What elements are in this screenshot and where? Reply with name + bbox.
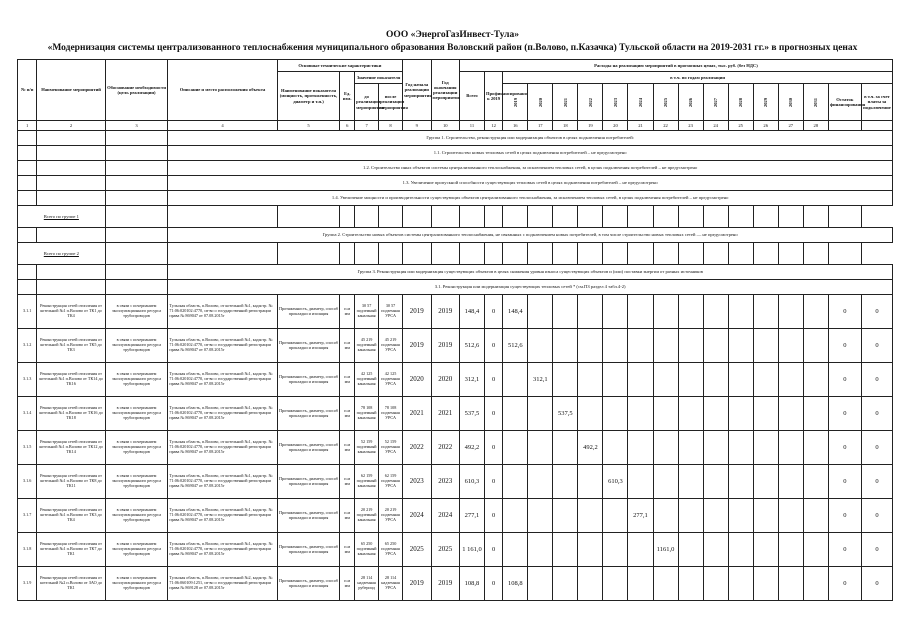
cell-desc: Тульская область, п.Волово, от котельной №1, кадастр. № 71:06:020102:4770, св-во о государственной регистрации права № 869047 от 07.08.2015г	[168, 533, 277, 567]
cell-empty	[753, 533, 778, 567]
table-row	[18, 499, 893, 533]
cell-after: 52 159 подземная УРСА	[379, 431, 403, 465]
cell-y2020	[528, 431, 553, 465]
cell-param: Протяженность, диаметр, способ прокладки и изоляция	[277, 465, 340, 499]
cell-param: Протяженность, диаметр, способ прокладки и изоляция	[277, 295, 340, 329]
cell-unit: п.м мм	[340, 397, 355, 431]
cell-y2024	[628, 465, 653, 499]
cell-y2022	[578, 295, 603, 329]
cell-empty	[753, 295, 778, 329]
cell-y2021	[553, 567, 578, 601]
cell-y2020	[528, 533, 553, 567]
cell-empty	[728, 363, 753, 397]
cell-after: 62 159 подземная УРСА	[379, 465, 403, 499]
cell-empty	[753, 397, 778, 431]
cell-empty	[728, 329, 753, 363]
cell-unit: п.м мм	[340, 431, 355, 465]
cell-just: в связи с исчерпанием эксплуатационного ресурса трубопроводов	[105, 363, 168, 397]
cell-y2021	[553, 499, 578, 533]
cell-empty	[753, 329, 778, 363]
cell-num: 3.1.4	[18, 397, 37, 431]
cell-desc: Тульская область, п.Волово, от котельной №2, кадастр. № 71:06:060109:1251, св-во о государственной регистрации права № 869128 от 07.08.2015г	[168, 567, 277, 601]
cell-y2020	[528, 397, 553, 431]
cell-y2022	[578, 363, 603, 397]
col-remain: Остаток финансирования	[828, 84, 861, 121]
cell-empty	[803, 397, 828, 431]
cell-y2025	[653, 363, 678, 397]
cell-y1: 2022	[403, 431, 431, 465]
cell-y2: 2020	[431, 363, 459, 397]
cell-desc: Тульская область, п.Волово, от котельной №1, кадастр. № 71:06:020102:4770, св-во о государственной регистрации права № 869047 от 07.08.2015г	[168, 363, 277, 397]
cell-name: Реконструкция сетей отопления от котельной №1 п.Волово от ТК1 до ТК4	[37, 295, 105, 329]
cell-before: 78 108 подземный канальная	[355, 397, 379, 431]
column-number-row: 1 2 3 4 5 6 7 8 9 10 11 12 16 17 18 19 20 21 22 23 24 25 26 27 28	[18, 121, 893, 131]
cell-y2: 2024	[431, 499, 459, 533]
cell-y2024	[628, 397, 653, 431]
section-1-1: 1.1. Строительство новых тепловых сетей в целях подключения потребителей – не предусмотрено	[168, 146, 893, 161]
cell-before: 65 250 подземный канальная	[355, 533, 379, 567]
cell-total: 610,3	[459, 465, 484, 499]
cell-empty	[703, 499, 728, 533]
cell-param: Протяженность, диаметр, способ прокладки и изоляция	[277, 397, 340, 431]
cell-y2019	[503, 465, 528, 499]
cell-fin: 0	[485, 397, 503, 431]
cell-before: 42 125 подземный канальная	[355, 363, 379, 397]
cell-y2019: 512,6	[503, 329, 528, 363]
company-name: ООО «ЭнергоГазИнвест-Тула»	[386, 30, 519, 40]
cell-y2021: 537,5	[553, 397, 578, 431]
cell-empty	[778, 499, 803, 533]
cell-unit: п.м мм	[340, 465, 355, 499]
cell-y2024	[628, 295, 653, 329]
cell-fin: 0	[485, 363, 503, 397]
section-1-4: 1.4. Увеличение мощности и производительности существующих объектов централизованного теплоснабжения, за исключением тепловых сетей, в целях подключения потребителей – не предусмотрено	[168, 191, 893, 206]
cell-after: 65 250 подземная УРСА	[379, 533, 403, 567]
cell-y2025	[653, 567, 678, 601]
cell-empty	[803, 431, 828, 465]
cell-desc: Тульская область, п.Волово, от котельной №1, кадастр. № 71:06:020102:4770, св-во о государственной регистрации права № 869047 от 07.08.2015г	[168, 431, 277, 465]
cell-y2020	[528, 295, 553, 329]
cell-empty	[753, 431, 778, 465]
cell-num: 3.1.8	[18, 533, 37, 567]
cell-empty	[703, 431, 728, 465]
cell-y2024	[628, 431, 653, 465]
cell-y1: 2021	[403, 397, 431, 431]
cell-name: Реконструкция сетей отопления от котельной №1 п.Волово от ТК12 до ТК14	[37, 431, 105, 465]
cell-y2022	[578, 329, 603, 363]
col-year-2031: 2031	[813, 97, 819, 107]
cell-empty	[778, 329, 803, 363]
cell-total: 537,5	[459, 397, 484, 431]
cell-y2: 2025	[431, 533, 459, 567]
section-1-2: 1.2. Строительство иных объектов системы централизованного теплоснабжения, за исключением тепловых сетей, в целях подключения потребителей – не предусмотрено	[168, 161, 893, 176]
data-rows	[18, 295, 893, 601]
cell-empty	[728, 295, 753, 329]
cell-just: в связи с исчерпанием эксплуатационного ресурса трубопроводов	[105, 567, 168, 601]
cell-y2: 2019	[431, 329, 459, 363]
cell-y2020: 312,1	[528, 363, 553, 397]
cell-total: 312,1	[459, 363, 484, 397]
cell-remain: 0	[828, 431, 861, 465]
total-group-1: Всего по группе 1	[43, 213, 79, 219]
cell-empty	[703, 329, 728, 363]
cell-remain: 0	[828, 397, 861, 431]
cell-y2020	[528, 499, 553, 533]
group-1-title: Группа 1. Строительство, реконструкция или модернизация объектов в целях подключения потребителей:	[168, 131, 893, 146]
cell-y2025	[653, 499, 678, 533]
cell-empty	[728, 567, 753, 601]
cell-fee: 0	[861, 329, 892, 363]
col-year-2026: 2026	[687, 97, 693, 107]
cell-fee: 0	[861, 499, 892, 533]
col-unit: Ед. изм.	[340, 72, 355, 121]
cell-y2025	[653, 329, 678, 363]
cell-empty	[703, 295, 728, 329]
cell-empty	[678, 329, 703, 363]
cell-desc: Тульская область, п.Волово, от котельной №1, кадастр. № 71:06:020102:4770, св-во о государственной регистрации права № 869047 от 07.08.2015г	[168, 329, 277, 363]
cell-fee: 0	[861, 363, 892, 397]
cell-y1: 2020	[403, 363, 431, 397]
cell-y1: 2019	[403, 329, 431, 363]
cell-remain: 0	[828, 295, 861, 329]
cell-remain: 0	[828, 533, 861, 567]
table-row	[18, 363, 893, 397]
cell-empty	[778, 465, 803, 499]
cell-empty	[678, 567, 703, 601]
cell-just: в связи с исчерпанием эксплуатационного ресурса трубопроводов	[105, 329, 168, 363]
cell-y2024: 277,1	[628, 499, 653, 533]
cell-num: 3.1.6	[18, 465, 37, 499]
cell-y2: 2022	[431, 431, 459, 465]
cell-after: 45 219 подземная УРСА	[379, 329, 403, 363]
cell-y2022	[578, 499, 603, 533]
cell-unit: п.м мм	[340, 329, 355, 363]
cell-empty	[728, 465, 753, 499]
cell-fee: 0	[861, 533, 892, 567]
cell-fin: 0	[485, 329, 503, 363]
cell-empty	[753, 465, 778, 499]
col-year-2022: 2022	[587, 97, 593, 107]
cell-just: в связи с исчерпанием эксплуатационного ресурса трубопроводов	[105, 499, 168, 533]
cell-name: Реконструкция сетей отопления от котельной №1 п.Волово от ТК7 до ТК1	[37, 533, 105, 567]
cell-empty	[703, 567, 728, 601]
cell-num: 3.1.3	[18, 363, 37, 397]
col-year-2024: 2024	[637, 97, 643, 107]
col-year-start: Год начала реализации мероприятия	[403, 60, 431, 121]
cell-y2023	[603, 499, 628, 533]
section-1-3: 1.3. Увеличение пропускной способности существующих тепловых сетей в целях подключения потребителей – не предусмотрено	[168, 176, 893, 191]
cell-empty	[678, 499, 703, 533]
group-2-title: Группа 2. Строительство новых объектов системы централизованного теплоснабжения, не связанных с подключением новых потребителей, в том числе строительство новых тепловых сетей — не предусмотрено	[168, 228, 893, 243]
cell-total: 148,4	[459, 295, 484, 329]
cell-y2023: 610,3	[603, 465, 628, 499]
cell-y2: 2019	[431, 295, 459, 329]
cell-fin: 0	[485, 567, 503, 601]
cell-name: Реконструкция сетей отопления от котельной №1 п.Волово от ТК14 до ТК16	[37, 363, 105, 397]
cell-fin: 0	[485, 533, 503, 567]
cell-empty	[778, 567, 803, 601]
cell-empty	[803, 567, 828, 601]
cell-num: 3.1.1	[18, 295, 37, 329]
cell-unit: п.м мм	[340, 499, 355, 533]
cell-param: Протяженность, диаметр, способ прокладки и изоляция	[277, 567, 340, 601]
cell-y1: 2019	[403, 567, 431, 601]
cell-y2021	[553, 431, 578, 465]
col-before: до реализации мероприятия	[355, 84, 379, 121]
cell-y2025	[653, 397, 678, 431]
cell-empty	[778, 431, 803, 465]
cell-y2022	[578, 567, 603, 601]
col-financed: Профинансировано к 2019	[485, 72, 503, 121]
cell-y1: 2025	[403, 533, 431, 567]
cell-before: 28 114 надземная рубероид	[355, 567, 379, 601]
cell-y2023	[603, 567, 628, 601]
cell-num: 3.1.5	[18, 431, 37, 465]
col-by-years: в т.ч. по годам реализации	[503, 72, 893, 84]
cell-after: 28 114 надземная УРСА	[379, 567, 403, 601]
cell-unit: п.м мм	[340, 295, 355, 329]
cell-y2021	[553, 295, 578, 329]
col-year-2021: 2021	[562, 97, 568, 107]
col-year-2027: 2027	[713, 97, 719, 107]
cell-name: Реконструкция сетей отопления от котельной №1 п.Волово от ТК16 до ТК18	[37, 397, 105, 431]
cell-total: 512,6	[459, 329, 484, 363]
cell-y2024	[628, 329, 653, 363]
cell-y2019	[503, 397, 528, 431]
cell-fee: 0	[861, 397, 892, 431]
cell-empty	[703, 397, 728, 431]
cell-before: 62 159 подземный канальная	[355, 465, 379, 499]
cell-empty	[803, 465, 828, 499]
cell-empty	[753, 567, 778, 601]
cell-empty	[678, 465, 703, 499]
cell-empty	[728, 533, 753, 567]
cell-y2019	[503, 499, 528, 533]
cell-unit: п.м мм	[340, 363, 355, 397]
cell-y2: 2021	[431, 397, 459, 431]
cell-y1: 2019	[403, 295, 431, 329]
cell-empty	[803, 329, 828, 363]
cell-y2024	[628, 567, 653, 601]
cell-y2025	[653, 295, 678, 329]
cell-y1: 2023	[403, 465, 431, 499]
cell-remain: 0	[828, 329, 861, 363]
col-main-chars: Основные технические характеристики	[277, 60, 402, 72]
cell-before: 20 219 подземный канальная	[355, 499, 379, 533]
cell-empty	[678, 533, 703, 567]
cell-fin: 0	[485, 431, 503, 465]
col-indicator: Значение показателя	[355, 72, 403, 84]
cell-y2022: 492,2	[578, 431, 603, 465]
cell-empty	[678, 397, 703, 431]
cell-desc: Тульская область, п.Волово, от котельной №1, кадастр. № 71:06:020102:4770, св-во о государственной регистрации права № 869047 от 07.08.2015г	[168, 295, 277, 329]
col-costs: Расходы на реализацию мероприятий в прогнозных ценах, тыс. руб. (без НДС)	[459, 60, 892, 72]
table-row	[18, 465, 893, 499]
cell-y2020	[528, 329, 553, 363]
cell-unit: п.м мм	[340, 533, 355, 567]
cell-y2: 2023	[431, 465, 459, 499]
cell-y2021	[553, 465, 578, 499]
cell-fin: 0	[485, 465, 503, 499]
cell-y2022	[578, 533, 603, 567]
col-year-2028: 2028	[738, 97, 744, 107]
cell-y2023	[603, 329, 628, 363]
cell-num: 3.1.2	[18, 329, 37, 363]
cell-name: Реконструкция сетей отопления от котельной №1 п.Волово от ТК8 до ТК11	[37, 465, 105, 499]
document-title: «Модернизация системы централизованного теплоснабжения муниципального образования Воловский район (п.Волово, п.Казачка) Тульской области на 2019-2031 гг.» в прогнозных ценах	[47, 43, 858, 53]
section-3-1: 3.1. Реконструкция или модернизация существующих тепловых сетей * (см.ПЗ раздел 4 табл.4-2)	[168, 280, 893, 295]
cell-empty	[778, 533, 803, 567]
cell-total: 108,8	[459, 567, 484, 601]
cell-empty	[778, 363, 803, 397]
cell-y2025	[653, 431, 678, 465]
cell-empty	[678, 363, 703, 397]
cell-fee: 0	[861, 431, 892, 465]
cell-empty	[678, 295, 703, 329]
cell-name: Реконструкция сетей отопления от котельной №2 п.Волово от ЗАО до ТК1	[37, 567, 105, 601]
col-justification: Обоснование необходимости (цель реализации)	[105, 60, 168, 121]
cell-y2019	[503, 431, 528, 465]
cell-y2023	[603, 397, 628, 431]
cell-remain: 0	[828, 363, 861, 397]
cell-y2023	[603, 363, 628, 397]
cell-y2020	[528, 567, 553, 601]
cell-empty	[753, 363, 778, 397]
cell-y2019	[503, 533, 528, 567]
cell-y2025	[653, 465, 678, 499]
col-after: после реализации мероприятия	[379, 84, 403, 121]
cell-y2021	[553, 329, 578, 363]
cell-y2023	[603, 431, 628, 465]
col-description: Описание и место расположения объекта	[168, 60, 277, 121]
cell-empty	[803, 295, 828, 329]
cell-just: в связи с исчерпанием эксплуатационного ресурса трубопроводов	[105, 465, 168, 499]
cell-before: 30 57 подземный канальная	[355, 295, 379, 329]
col-num: № п/п	[18, 60, 37, 121]
cell-empty	[778, 397, 803, 431]
table-row	[18, 431, 893, 465]
cell-y2022	[578, 465, 603, 499]
cell-y2019: 108,8	[503, 567, 528, 601]
col-year-2030: 2030	[788, 97, 794, 107]
cell-total: 492,2	[459, 431, 484, 465]
cell-y2023	[603, 295, 628, 329]
cell-before: 52 159 подземный канальная	[355, 431, 379, 465]
cell-name: Реконструкция сетей отопления от котельной №1 п.Волово от ТК3 до ТК4	[37, 499, 105, 533]
cell-unit: п.м мм	[340, 567, 355, 601]
cell-y1: 2024	[403, 499, 431, 533]
cell-desc: Тульская область, п.Волово, от котельной №1, кадастр. № 71:06:020102:4770, св-во о государственной регистрации права № 869047 от 07.08.2015г	[168, 397, 277, 431]
col-year-2025: 2025	[662, 97, 668, 107]
cell-y2024	[628, 533, 653, 567]
col-total: Всего	[459, 72, 484, 121]
cell-empty	[728, 431, 753, 465]
cell-y2019: 148,4	[503, 295, 528, 329]
cell-fee: 0	[861, 567, 892, 601]
col-year-end: Год окончания реализации мероприятия	[431, 60, 459, 121]
cell-empty	[728, 397, 753, 431]
cell-after: 78 108 подземная УРСА	[379, 397, 403, 431]
cell-empty	[728, 499, 753, 533]
col-year-2019: 2019	[512, 97, 518, 107]
cell-fin: 0	[485, 295, 503, 329]
cell-before: 45 219 подземный канальная	[355, 329, 379, 363]
total-group-2: Всего по группе 2	[43, 250, 79, 256]
cell-just: в связи с исчерпанием эксплуатационного ресурса трубопроводов	[105, 431, 168, 465]
cell-empty	[803, 363, 828, 397]
cell-total: 277,1	[459, 499, 484, 533]
cell-total: 1 161,0	[459, 533, 484, 567]
cell-param: Протяженность, диаметр, способ прокладки и изоляция	[277, 431, 340, 465]
cell-param: Протяженность, диаметр, способ прокладки и изоляция	[277, 533, 340, 567]
col-fee: в т.ч. за счет платы за подключение	[861, 84, 892, 121]
cell-fin: 0	[485, 499, 503, 533]
cell-param: Протяженность, диаметр, способ прокладки и изоляция	[277, 329, 340, 363]
cell-y2021	[553, 363, 578, 397]
cell-desc: Тульская область, п.Волово, от котельной №1, кадастр. № 71:06:020102:4770, св-во о государственной регистрации права № 869047 от 07.08.2015г	[168, 499, 277, 533]
table-row	[18, 397, 893, 431]
cell-just: в связи с исчерпанием эксплуатационного ресурса трубопроводов	[105, 397, 168, 431]
cell-empty	[778, 295, 803, 329]
cell-after: 20 219 подземная УРСА	[379, 499, 403, 533]
cell-empty	[703, 465, 728, 499]
cell-param: Протяженность, диаметр, способ прокладки и изоляция	[277, 499, 340, 533]
table-header	[18, 60, 893, 121]
cell-y2020	[528, 465, 553, 499]
cell-just: в связи с исчерпанием эксплуатационного ресурса трубопроводов	[105, 533, 168, 567]
col-year-2020: 2020	[537, 97, 543, 107]
col-year-2023: 2023	[612, 97, 618, 107]
cell-remain: 0	[828, 567, 861, 601]
cell-fee: 0	[861, 295, 892, 329]
cell-y2024	[628, 363, 653, 397]
cell-y2023	[603, 533, 628, 567]
cell-desc: Тульская область, п.Волово, от котельной №1, кадастр. № 71:06:020102:4770, св-во о государственной регистрации права № 869047 от 07.08.2015г	[168, 465, 277, 499]
table-row	[18, 533, 893, 567]
table-row	[18, 329, 893, 363]
cell-num: 3.1.9	[18, 567, 37, 601]
cell-remain: 0	[828, 465, 861, 499]
col-name: Наименование мероприятий	[37, 60, 105, 121]
cell-just: в связи с исчерпанием эксплуатационного ресурса трубопроводов	[105, 295, 168, 329]
cell-param: Протяженность, диаметр, способ прокладки и изоляция	[277, 363, 340, 397]
cell-y2022	[578, 397, 603, 431]
cell-name: Реконструкция сетей отопления от котельной №1 п.Волово от ТК5 до ТК3	[37, 329, 105, 363]
group-3-title: Группа 3. Реконструкция или модернизация существующих объектов в целях снижения уровня износа существующих объектов и (или) поставки энергии от разных источников	[168, 265, 893, 280]
cell-num: 3.1.7	[18, 499, 37, 533]
table-row	[18, 295, 893, 329]
col-year-2029: 2029	[763, 97, 769, 107]
cell-y2: 2019	[431, 567, 459, 601]
cell-y2019	[503, 363, 528, 397]
cell-empty	[703, 533, 728, 567]
cell-fee: 0	[861, 465, 892, 499]
col-param: Наименование показателя (мощность, протяженность, диаметр и т.п.)	[277, 72, 340, 121]
cell-empty	[803, 533, 828, 567]
cell-empty	[803, 499, 828, 533]
cell-empty	[678, 431, 703, 465]
cell-empty	[703, 363, 728, 397]
cell-after: 42 125 подземная УРСА	[379, 363, 403, 397]
program-table	[17, 59, 893, 601]
cell-y2021	[553, 533, 578, 567]
cell-y2025: 1161,0	[653, 533, 678, 567]
cell-empty	[753, 499, 778, 533]
table-row	[18, 567, 893, 601]
cell-remain: 0	[828, 499, 861, 533]
cell-after: 30 57 подземная УРСА	[379, 295, 403, 329]
